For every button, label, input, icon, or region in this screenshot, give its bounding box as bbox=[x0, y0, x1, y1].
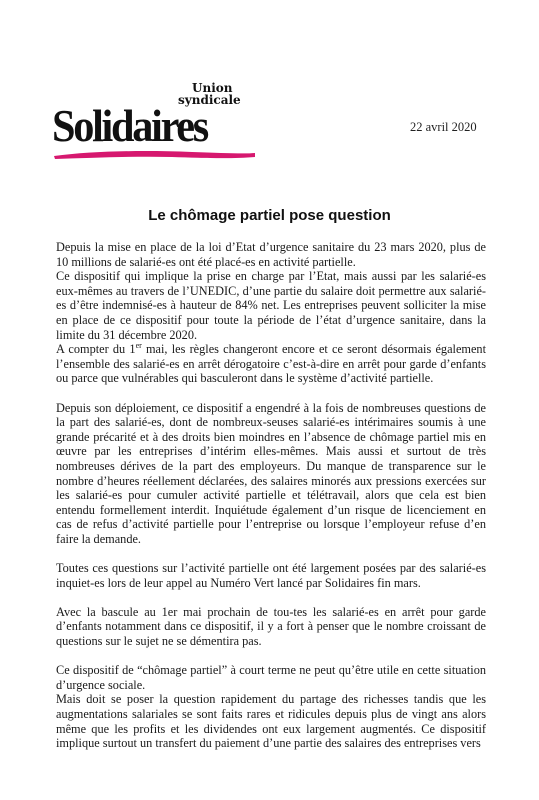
logo-wordmark: Solidaires bbox=[52, 100, 207, 151]
paragraph-3-start: A compter du 1 bbox=[56, 342, 136, 357]
paragraph-7: Ce dispositif de “chômage partiel” à court terme ne peut qu’être utile en cette situation d’urgence sociale. bbox=[56, 663, 486, 692]
logo-line-syndicale: syndicale bbox=[178, 93, 241, 107]
paragraph-5: Toutes ces questions sur l’activité partielle ont été largement posées par des salarié-es inquiet-es lors de leur appel au Numéro Vert lancé par Solidaires fin mars. bbox=[56, 561, 486, 590]
logo-brush-underline bbox=[52, 148, 257, 162]
solidaires-logo bbox=[52, 82, 257, 162]
logo-line-union: Union bbox=[192, 81, 233, 95]
document-date: 22 avril 2020 bbox=[410, 120, 477, 134]
paragraph-4: Depuis son déploiement, ce dispositif a engendré à la fois de nombreuses questions de la part des salarié-es, dont de nombreux-seuses salarié-es intérimaires soumis à une grande précarité et à des droits bien moindres en l’absence de chômage partiel mis en œuvre par les entreprises d’intérim elles-mêmes. Mais aussi et surtout de très nombreuses dérives de la part des employeurs. Du manque de transparence sur le nombre d’heures réellement déclarées, des salaires minorés aux pressions exercées sur les salarié-es pour cumuler activité partielle et télétravail, alors que cela est bien entendu formellement interdit. Inquiétude également d’un risque de licenciement en cas de refus d’activité partielle pour l’entreprise ou lorsque l’employeur refuse d’en faire la demande. bbox=[56, 400, 486, 546]
paragraph-6: Avec la bascule au 1er mai prochain de tou-tes les salarié-es en arrêt pour garde d’enfants notamment dans ce dispositif, il y a fort à penser que le nombre croissant de questions sur le sujet ne se démentira pas. bbox=[56, 604, 486, 649]
paragraph-3 bbox=[56, 342, 486, 386]
document-body bbox=[56, 240, 486, 751]
paragraph-1: Depuis la mise en place de la loi d’Etat d’urgence sanitaire du 23 mars 2020, plus de 10 millions de salarié-es ont été placé-es en activité partielle. bbox=[56, 240, 486, 269]
paragraph-2: Ce dispositif qui implique la prise en charge par l’Etat, mais aussi par les salarié-es eux-mêmes au travers de l’UNEDIC, d’une partie du salaire doit permettre aux salarié-es d’être indemnisé-es à hauteur de 84% net. Les entreprises peuvent solliciter la mise en place de ce dispositif pour toute la période de l’état d’urgence sanitaire, dans la limite du 31 décembre 2020. bbox=[56, 269, 486, 342]
document-title: Le chômage partiel pose question bbox=[148, 207, 391, 224]
ordinal-superscript: er bbox=[135, 341, 142, 351]
paragraph-3-rest: mai, les règles changeront encore et ce seront désormais également l’ensemble des salarié-es en arrêt dérogatoire c’est-à-dire en arrêt pour garde d’enfants ou parce que vulnérables qui basculeront dans le système d’activité partielle. bbox=[56, 342, 486, 386]
paragraph-8: Mais doit se poser la question rapidement du partage des richesses tandis que les augmentations salariales se sont faits rares et ridicules depuis plus de vingt ans alors même que les profits et les dividendes ont eux largement augmentés. Ce dispositif implique surtout un transfert du paiement d’une partie des salaires des entreprises vers bbox=[56, 692, 486, 751]
